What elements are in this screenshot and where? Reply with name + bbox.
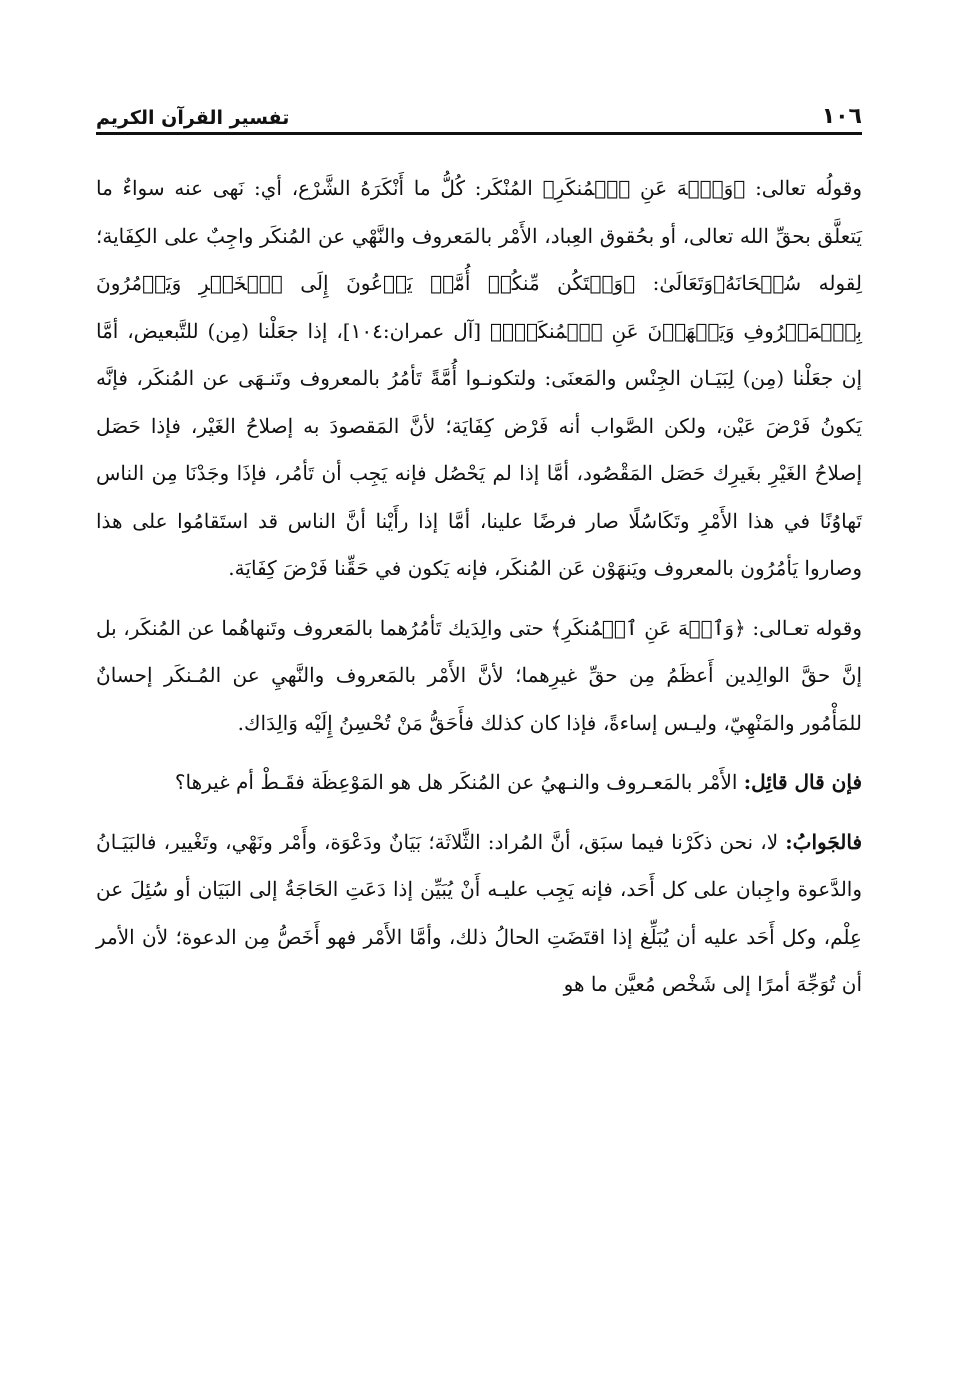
paragraph-text: الأَمْر بالمَعـروف والنـهيُ عن المُنكَر هل هو المَوْعِظَة فقَـطْ أم غيرها؟ (174, 770, 738, 794)
paragraph-text: وقوله تعـالى: ﴿وَٱنۡهَ عَنِ ٱلۡمُنكَرِ﴾ حتى والِدَيك تَأمُرُهما بالمَعروف وتَنهاهُما عن المُنكَر، بل إنَّ حقَّ الوالِدين أَعظَمُ مِن حقِّ غيرِهما؛ لأنَّ الأَمْر بالمَعروف والنَّهيِ عن المُـنكَر إحسانٌ للمَأْمُور والمَنْهِيّ، وليـس إساءةً، فإذا كان كذلك فأَحَقُّ مَنْ تُحْسِنُ إِلَيْه وَالِدَاك. (96, 615, 862, 735)
page-number: ١٠٦ (821, 104, 862, 129)
paragraph-text: وقولُه تعالى: ﴿وَٱنۡهَ عَنِ ٱلۡمُنكَرِ﴾ المُنْكَر: كُلُّ ما أَنْكَرَهُ الشَّرْع، أي: نَهى عنه سواءٌ ما يَتعلَّق بحقِّ الله تعالى، أو بحُقوق العِباد، الأَمْر بالمَعروف والنَّهْي عن المُنكَر واجِبٌ على الكِفَاية؛ لِقوله سُبۡحَانَهُۥوَتَعَالَىٰ: ﴿وَلۡتَكُن مِّنكُمۡ أُمَّةٞ يَدۡعُونَ إِلَى ٱلۡخَيۡرِ وَيَأۡمُرُونَ بِٱلۡمَعۡرُوفِ وَيَنۡهَوۡنَ عَنِ ٱلۡمُنكَرِۚ﴾ [آل عمران:١٠٤]، إذا جعَلْنا (مِن) للتَّبعيض، أمَّا إن جعَلْنا (مِن) لِبَيَـان الجِنْس والمَعنَى: ولتكونـوا أُمَّةً تَأمُرُ بالمعروف وتَنـهَى عن المُنكَر، فإنَّه يَكونُ فَرْضَ عَيْن، ولكن الصَّواب أنه فَرْض كِفَايَة؛ لأنَّ المَقصودَ به إصلاحُ الغَيْر، فإذا حَصَل إصلاحُ الغَيْرِ بغَيرِك حَصَل المَقْصُود، أمَّا إذا لم يَحْصُل فإنه يَجِب أن تَأمُر، فإذَا وجَدْنَا مِن الناس تَهاوُنًا في هذا الأَمْرِ وتَكَاسُلًا صار فرضًا علينا، أمَّا إذا رأَيْنا أنَّ الناس قد استَقامُوا على هذا وصاروا يَأمُرُون بالمعروف ويَنهَوْن عَن المُنكَر، فإنه يَكون في حَقِّنا فَرْضَ كِفَايَة. (96, 176, 862, 580)
book-page (96, 86, 862, 1356)
body-text (96, 165, 862, 1009)
running-title: تفسير القرآن الكريم (96, 107, 290, 129)
paragraph-lead: فإن قال قائِل: (743, 770, 862, 794)
paragraph (96, 759, 862, 807)
paragraph (96, 165, 862, 593)
paragraph (96, 605, 862, 748)
paragraph (96, 819, 862, 1009)
page-header (96, 86, 862, 135)
paragraph-text: لا، نحن ذكَرْنا فيما سبَق، أنَّ المُراد: الثَّلاثَة؛ بَيَانٌ ودَعْوَة، وأَمْر ونَهْي، وتَغْيير، فالبَيَـانُ والدَّعوة واجِبان على كل أَحَد، فإنه يَجِب عليـه أَنْ يُبَيِّن إذا دَعَتِ الحَاجَةُ إلى البَيَان أو سُئِلَ عن عِلْم، وكل أَحَد عليه أن يُبَلِّغ إذا اقتَضَتِ الحالُ ذلك، وأمَّا الأَمْر فهو أَخَصُّ مِن الدعوة؛ لأن الأمر أن تُوَجِّهَ أمرًا إلى شَخْص مُعيَّن ما هو (96, 829, 862, 996)
paragraph-lead: فالجَوابُ: (785, 829, 863, 854)
